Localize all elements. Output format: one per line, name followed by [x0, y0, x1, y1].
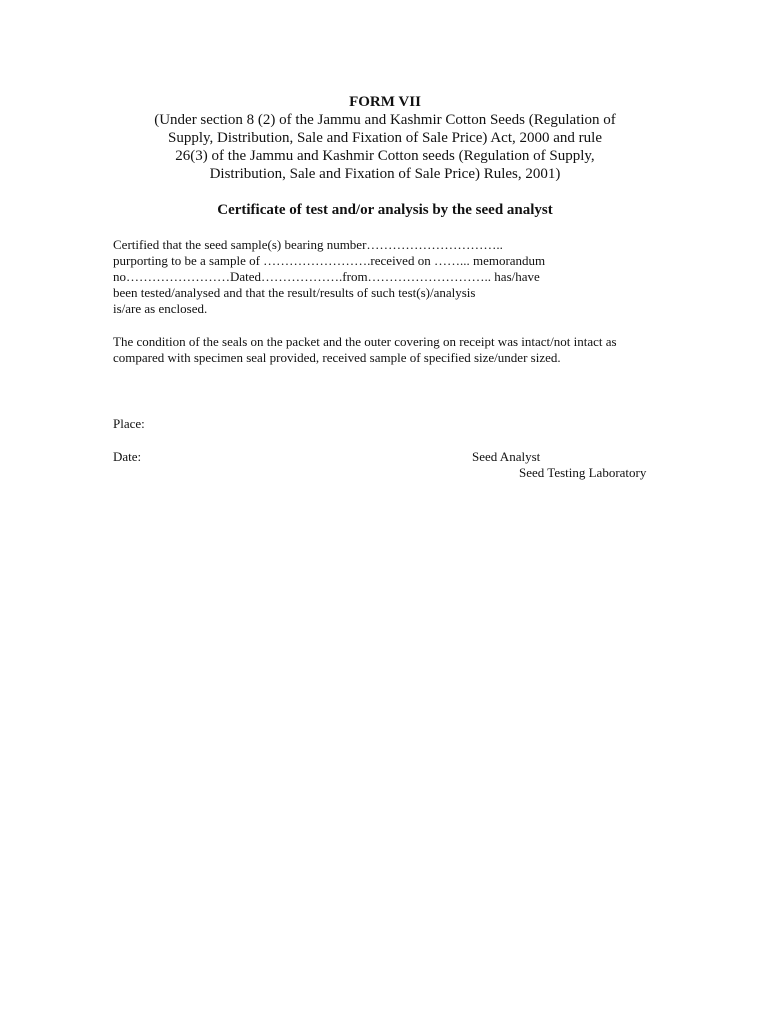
subtitle-line-2: Supply, Distribution, Sale and Fixation of Sale Price) Act, 2000 and rule — [168, 130, 602, 146]
certificate-heading: Certificate of test and/or analysis by the seed analyst — [217, 202, 553, 218]
subtitle-line-4: Distribution, Sale and Fixation of Sale Price) Rules, 2001) — [209, 166, 561, 182]
subtitle-line-1: (Under section 8 (2) of the Jammu and Kashmir Cotton Seeds (Regulation of — [154, 112, 616, 128]
certification-line-3: no……………………Dated……………….from……………………….. has/have — [113, 269, 540, 284]
certification-line-4: been tested/analysed and that the result/results of such test(s)/analysis — [113, 285, 476, 300]
seal-condition-line-2: compared with specimen seal provided, received sample of specified size/under sized. — [113, 350, 561, 365]
certification-line-2: purporting to be a sample of …………………….received on ……... memorandum — [113, 253, 546, 268]
seal-condition-line-1: The condition of the seals on the packet and the outer covering on receipt was intact/not intact as — [113, 334, 617, 349]
signatory-title: Seed Analyst — [472, 449, 541, 464]
signatory-organization: Seed Testing Laboratory — [519, 465, 647, 480]
form-title: FORM VII — [349, 94, 421, 110]
place-label: Place: — [113, 416, 145, 431]
certification-line-1: Certified that the seed sample(s) bearing number………………………….. — [113, 237, 503, 252]
subtitle-line-3: 26(3) of the Jammu and Kashmir Cotton seeds (Regulation of Supply, — [175, 148, 595, 164]
certification-line-5: is/are as enclosed. — [113, 301, 208, 316]
date-label: Date: — [113, 449, 142, 464]
